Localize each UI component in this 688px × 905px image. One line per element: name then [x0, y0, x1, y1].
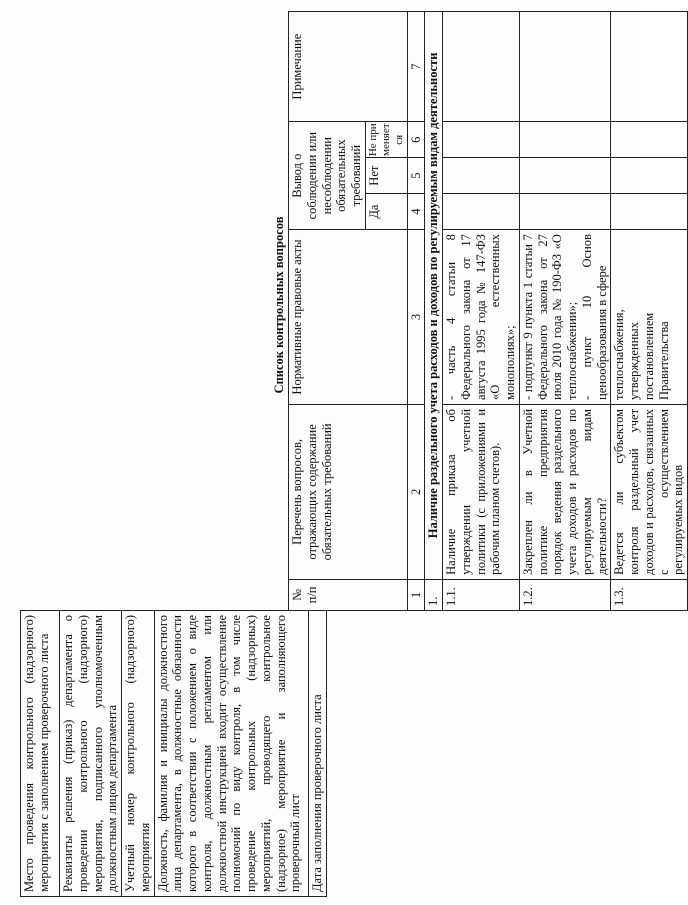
cell-yes: [443, 194, 520, 230]
section-title: Наличие раздельного учета расходов и доходов по регулируемым видам деятельности: [425, 12, 443, 580]
header-note: Примечание: [289, 12, 408, 122]
col-number: 1: [407, 579, 425, 610]
list-title: Список контрольных вопросов: [272, 216, 286, 394]
header-no: Нет: [365, 158, 407, 194]
col-number: 4: [407, 194, 425, 230]
header-conclusion: Вывод о соблюдении или несоблюдении обязательных требований: [289, 122, 366, 230]
cell-note: [611, 12, 688, 122]
inspection-info-table: [20, 610, 327, 897]
info-row-number: Учетный номер контрольного (надзорного) мероприятия: [122, 611, 155, 897]
header-questions: Перечень вопросов, отражающих содержание обязательных требований: [289, 404, 408, 579]
row-acts: [443, 230, 520, 405]
act-line: - часть 4 статьи 8 Федерального закона от 17 августа 1995 года № 147-ФЗ «О естественных монополиях»;: [444, 234, 518, 400]
header-acts: Нормативные правовые акты: [289, 230, 408, 405]
row-num: 1.3.: [611, 579, 688, 610]
cell-no: [519, 158, 611, 194]
cell-na: [611, 122, 688, 158]
info-row-date: Дата заполнения проверочного листа: [308, 611, 326, 897]
row-num: 1.2.: [519, 579, 611, 610]
info-row-official: Должность, фамилия и инициалы должностного лица департамента, в должностные обязанности которого в соответствии с положением о виде контроля, должностным регламентом или должностной инструкцией входит осуществление полномочий по виду контроля, в том числе проведение контрольных (надзорных) мероприятий, проводящего контрольное (надзорное) мероприятие и заполняющего проверочный лист: [154, 611, 308, 897]
cell-na: [443, 122, 520, 158]
col-number: 2: [407, 404, 425, 579]
col-number: 6: [407, 122, 425, 158]
col-number: 7: [407, 12, 425, 122]
info-row-place: Место проведения контрольного (надзорного) мероприятия с заполнением проверочного листа: [21, 611, 60, 897]
header-num: № п/п: [289, 579, 408, 610]
table-row: [611, 12, 688, 611]
col-number: 3: [407, 230, 425, 405]
row-question: Закреплен ли в Учетной политике предприятия порядок ведения раздельного учета доходов и расходов по регулируемым видам деятельности?: [519, 404, 611, 579]
row-acts: [611, 230, 688, 405]
cell-no: [443, 158, 520, 194]
cell-note: [443, 12, 520, 122]
row-acts: [519, 230, 611, 405]
cell-note: [519, 12, 611, 122]
row-question: Ведется ли субъектом контроля раздельный учет доходов и расходов, связанных с осуществлением регулируемых видов: [611, 404, 688, 579]
table-row: [443, 12, 520, 611]
table-row: [519, 12, 611, 611]
act-line: - подпункт 9 пункта 1 статьи 7 Федерального закона от 27 июля 2010 года № 190-ФЗ «О теплоснабжении»;: [520, 234, 580, 400]
column-numbers-row: [407, 12, 425, 611]
header-na: Не применяется: [365, 122, 407, 158]
cell-na: [519, 122, 611, 158]
section-num: 1.: [425, 579, 443, 610]
act-line: теплоснабжения, утвержденных постановлением Правительства: [612, 309, 671, 400]
section-row: [425, 12, 443, 611]
col-number: 5: [407, 158, 425, 194]
row-question: Наличие приказа об утверждении учетной политики (с приложениями и рабочим планом счетов).: [443, 404, 520, 579]
act-line: - пункт 10 Основ ценообразования в сфере: [579, 234, 609, 400]
cell-yes: [519, 194, 611, 230]
cell-no: [611, 158, 688, 194]
right-block: [0, 5, 686, 606]
row-num: 1.1.: [443, 579, 520, 610]
questions-table: [288, 11, 688, 611]
cell-yes: [611, 194, 688, 230]
header-yes: Да: [365, 194, 407, 230]
info-row-decision: Реквизиты решения (приказ) департамента о проведении контрольного (надзорного) мероприятия, подписанного уполномоченным должностным лицом департамента: [60, 611, 122, 897]
